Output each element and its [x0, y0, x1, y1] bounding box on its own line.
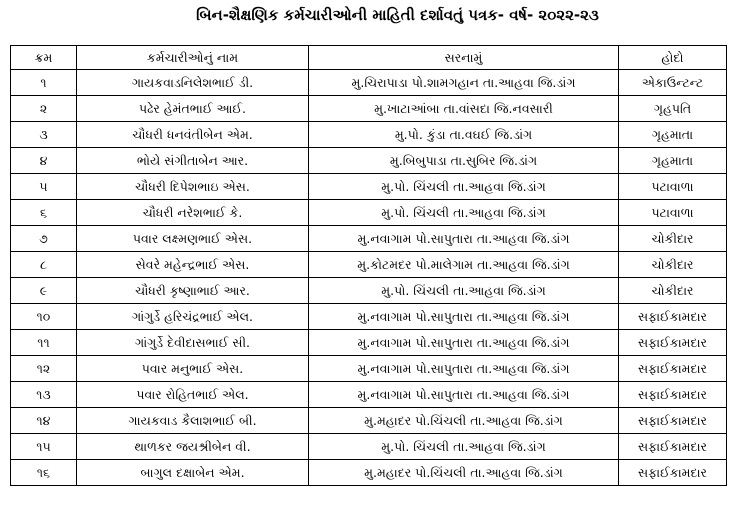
cell-serial: ૪ [11, 148, 77, 174]
table-header-row [11, 46, 727, 70]
cell-serial: ૫ [11, 174, 77, 200]
table-row [11, 434, 727, 460]
cell-post: ગૃહમાતા [619, 122, 727, 148]
cell-name: બાગુલ દક્ષાબેન એમ. [77, 460, 309, 486]
cell-address: મુ.પો. ચિંચલી તા.આહવા જિ.ડાંગ [309, 174, 619, 200]
cell-post: ચોકીદાર [619, 278, 727, 304]
table-row [11, 356, 727, 382]
cell-name: પવાર રોહિતભાઈ એલ. [77, 382, 309, 408]
table-row [11, 382, 727, 408]
header-address: સરનામું [309, 46, 619, 70]
table-row [11, 304, 727, 330]
cell-serial: ૧૪ [11, 408, 77, 434]
cell-name: ભોયે સંગીતાબેન આર. [77, 148, 309, 174]
cell-post: ગૃહપતિ [619, 96, 727, 122]
cell-post: ગૃહમાતા [619, 148, 727, 174]
cell-address: મુ.મહાદર પો.ચિંચલી તા.આહવા જિ.ડાંગ [309, 408, 619, 434]
cell-address: મુ.પો. ચિંચલી તા.આહવા જિ.ડાંગ [309, 278, 619, 304]
staff-table [10, 45, 727, 486]
cell-name: ચૌધરી દિપેશભાઇ એસ. [77, 174, 309, 200]
table-row [11, 252, 727, 278]
cell-serial: ૧ [11, 70, 77, 96]
cell-post: સફાઈકામદાર [619, 434, 727, 460]
header-name: કર્મચારીઓનું નામ [77, 46, 309, 70]
cell-serial: ૧૫ [11, 434, 77, 460]
cell-address: મુ.નવાગામ પો.સાપુતારા તા.આહવા જિ.ડાંગ [309, 226, 619, 252]
cell-address: મુ.કોટમદર પો.માલેગામ તા.આહવા જિ.ડાંગ [309, 252, 619, 278]
cell-serial: ૨ [11, 96, 77, 122]
cell-serial: ૧૧ [11, 330, 77, 356]
cell-address: મુ.મહાદર પો.ચિંચલી તા.આહવા જિ.ડાંગ [309, 460, 619, 486]
cell-post: સફાઈકામદાર [619, 460, 727, 486]
cell-post: પટાવાળા [619, 174, 727, 200]
cell-post: ચોકીદાર [619, 252, 727, 278]
table-row [11, 174, 727, 200]
cell-name: પવાર મનુભાઈ એસ. [77, 356, 309, 382]
cell-name: ચૌધરી ધનવંતીબેન એમ. [77, 122, 309, 148]
cell-serial: ૭ [11, 226, 77, 252]
table-row [11, 460, 727, 486]
cell-serial: ૧૩ [11, 382, 77, 408]
cell-address: મુ.નવાગામ પો.સાપુતારા તા.આહવા જિ.ડાંગ [309, 382, 619, 408]
cell-address: મુ.નવાગામ પો.સાપુતારા તા.આહવા જિ.ડાંગ [309, 330, 619, 356]
cell-post: સફાઈકામદાર [619, 304, 727, 330]
cell-serial: ૧૦ [11, 304, 77, 330]
cell-serial: ૮ [11, 252, 77, 278]
cell-address: મુ.નવાગામ પો.સાપુતારા તા.આહવા જિ.ડાંગ [309, 304, 619, 330]
table-row [11, 70, 727, 96]
cell-address: મુ.નવાગામ પો.સાપુતારા તા.આહવા જિ.ડાંગ [309, 356, 619, 382]
table-row [11, 96, 727, 122]
table-row [11, 226, 727, 252]
cell-address: મુ.ખાટાઆંબા તા.વાંસદા જિ.નવસારી [309, 96, 619, 122]
cell-name: ગાયકવાડ કૈલાશભાઈ બી. [77, 408, 309, 434]
cell-name: ગાંગુર્ડે દેવીદાસભાઈ સી. [77, 330, 309, 356]
cell-name: પઢેર હેમંતભાઈ આઈ. [77, 96, 309, 122]
cell-name: ગાંગુર્ડે હરિચંદ્રભાઈ એલ. [77, 304, 309, 330]
cell-post: સફાઈકામદાર [619, 330, 727, 356]
cell-name: ચૌધરી નરેશભાઈ કે. [77, 200, 309, 226]
cell-name: થાળકર જયશ્રીબેન વી. [77, 434, 309, 460]
cell-name: ગાયકવાડનિલેશભાઈ ડી. [77, 70, 309, 96]
cell-post: સફાઈકામદાર [619, 382, 727, 408]
header-serial: ક્રમ [11, 46, 77, 70]
cell-serial: ૩ [11, 122, 77, 148]
cell-serial: ૧૨ [11, 356, 77, 382]
cell-post: એકાઉન્ટન્ટ [619, 70, 727, 96]
document-title: બિન-શૈક્ષણિક કર્મચારીઓની માહિતી દર્શાવતું પત્રક- વર્ષ- ૨૦૨૨-૨૩ [196, 6, 599, 24]
cell-name: સેવરે મહેન્દ્રભાઈ એસ. [77, 252, 309, 278]
table-row [11, 408, 727, 434]
cell-post: પટાવાળા [619, 200, 727, 226]
table-row [11, 200, 727, 226]
cell-serial: ૬ [11, 200, 77, 226]
header-post: હોદો [619, 46, 727, 70]
table-row [11, 278, 727, 304]
cell-address: મુ.બિબુપાડા તા.સુબિર જિ.ડાંગ [309, 148, 619, 174]
table-row [11, 148, 727, 174]
cell-name: પવાર લક્ષ્મણભાઈ એસ. [77, 226, 309, 252]
cell-name: ચૌધરી કૃષ્ણાભાઈ આર. [77, 278, 309, 304]
cell-post: ચોકીદાર [619, 226, 727, 252]
cell-serial: ૯ [11, 278, 77, 304]
table-row [11, 330, 727, 356]
cell-serial: ૧૬ [11, 460, 77, 486]
cell-address: મુ.પો. કુંડા તા.વઘઈ જિ.ડાંગ [309, 122, 619, 148]
cell-post: સફાઈકામદાર [619, 408, 727, 434]
cell-address: મુ.ચિરાપાડા પો.શામગહાન તા.આહવા જિ.ડાંગ [309, 70, 619, 96]
cell-post: સફાઈકામદાર [619, 356, 727, 382]
table-row [11, 122, 727, 148]
cell-address: મુ.પો. ચિંચલી તા.આહવા જિ.ડાંગ [309, 434, 619, 460]
cell-address: મુ.પો. ચિંચલી તા.આહવા જિ.ડાંગ [309, 200, 619, 226]
